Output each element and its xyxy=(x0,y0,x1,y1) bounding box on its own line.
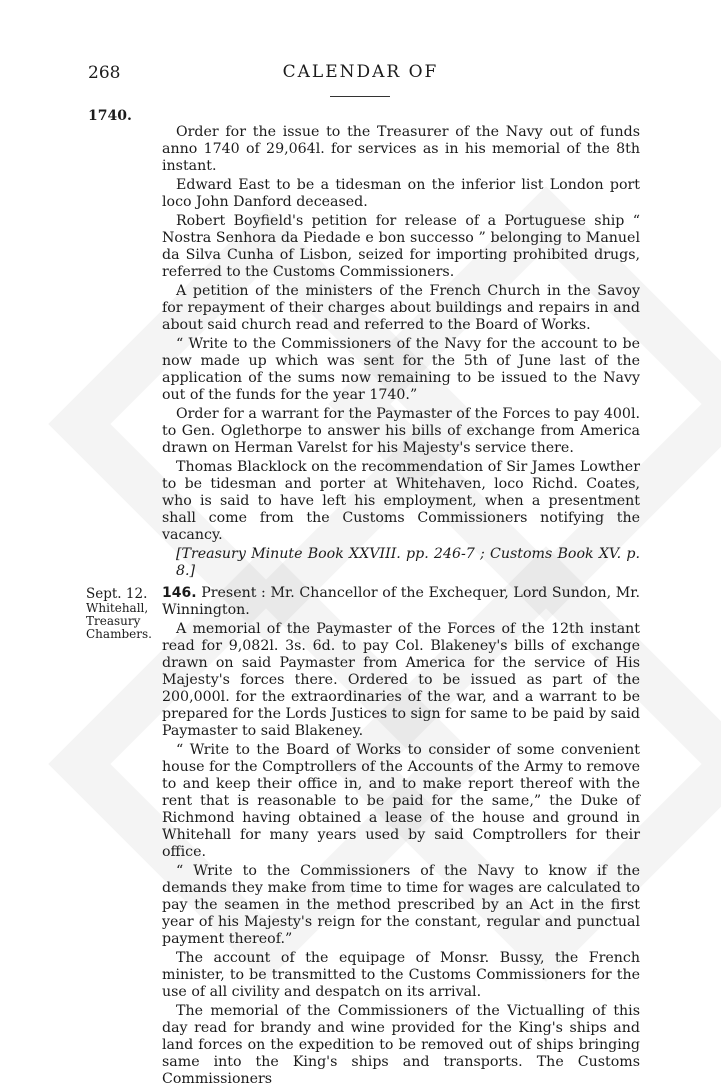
page-number: 268 xyxy=(88,63,121,83)
entry-paragraph: A memorial of the Paymaster of the Forces of the 12th instant read for 9,082l. 3s. 6d. to pay Col. Blakeney's bills of exchange drawn on said Paymaster from America for the service of His Majesty's forces there. Ordered to be issued as part of the 200,000l. for the extraordinaries of the war, and a warrant to be prepared for the Lords Justices to sign for same to be paid by said Paymaster to said Blakeney. xyxy=(162,621,640,739)
year-label: 1740. xyxy=(88,108,132,124)
citation: [Treasury Minute Book XXVIII. pp. 246-7 ; Customs Book XV. p. 8.] xyxy=(176,546,640,579)
entries-before xyxy=(162,124,640,582)
entry-date: Sept. 12. xyxy=(86,586,148,602)
entry-paragraph: “ Write to the Commissioners of the Navy for the account to be now made up which was sent for the 5th of June last of the application of the sums now remaining to be issued to the Navy out of the funds for the year 1740.” xyxy=(162,336,640,403)
entry-paragraph: Thomas Blacklock on the recommendation of Sir James Lowther to be tidesman and porter at Whitehaven, loco Richd. Coates, who is said to have left his employment, when a presentment shall come from the Customs Commissioners notifying the vacancy. xyxy=(162,459,640,543)
header-rule xyxy=(330,96,390,97)
entry-paragraph: The memorial of the Commissioners of the Victualling of this day read for brandy and wine provided for the King's ships and land forces on the expedition to be removed out of ships bringing same into the King's ships and transports. The Customs Commissioners xyxy=(162,1003,640,1087)
present-line: Present : Mr. Chancellor of the Exchequer, Lord Sundon, Mr. Winnington. xyxy=(162,585,641,618)
entry-paragraph: Order for a warrant for the Paymaster of the Forces to pay 400l. to Gen. Oglethorpe to answer his bills of exchange from America drawn on Herman Varelst for his Majesty's service there. xyxy=(162,406,640,456)
entry-paragraph: Order for the issue to the Treasurer of the Navy out of funds anno 1740 of 29,064l. for services as in his memorial of the 8th instant. xyxy=(162,124,640,174)
entry-paragraph: A petition of the ministers of the French Church in the Savoy for repayment of their charges about buildings and repairs in and about said church read and referred to the Board of Works. xyxy=(162,283,640,333)
entry-place: Chambers. xyxy=(86,627,152,641)
entry-paragraph: “ Write to the Board of Works to consider of some convenient house for the Comptrollers of the Accounts of the Army to remove to and keep their office in, and to make report thereof with the rent that is reasonable to be paid for the same,” the Duke of Richmond having obtained a lease of the house and ground in Whitehall for many years used by said Comptrollers for their office. xyxy=(162,742,640,860)
entry-paragraph: The account of the equipage of Monsr. Bussy, the French minister, to be transmitted to the Customs Commissioners for the use of all civility and despatch on its arrival. xyxy=(162,950,640,1000)
entry-paragraph: Robert Boyfield's petition for release of a Portuguese ship “ Nostra Senhora da Piedade e bon successo ” belonging to Manuel da Silva Cunha of Lisbon, seized for importing prohibited drugs, referred to the Customs Commissioners. xyxy=(162,213,640,280)
entry-heading xyxy=(162,585,640,619)
running-title: CALENDAR OF xyxy=(282,62,439,82)
entry-date-sidebar xyxy=(86,586,156,641)
entry-place: Treasury xyxy=(86,614,141,628)
entry-paragraph: “ Write to the Commissioners of the Navy to know if the demands they make from time to time for wages are calculated to pay the seamen in the method prescribed by an Act in the first year of his Majesty's reign for the constant, regular and punctual payment thereof.” xyxy=(162,863,640,947)
entry-paragraph: Edward East to be a tidesman on the inferior list London port loco John Danford deceased. xyxy=(162,177,640,210)
entry-number: 146. xyxy=(162,585,197,601)
entry-place: Whitehall, xyxy=(86,601,149,615)
entry-146 xyxy=(162,585,640,1090)
